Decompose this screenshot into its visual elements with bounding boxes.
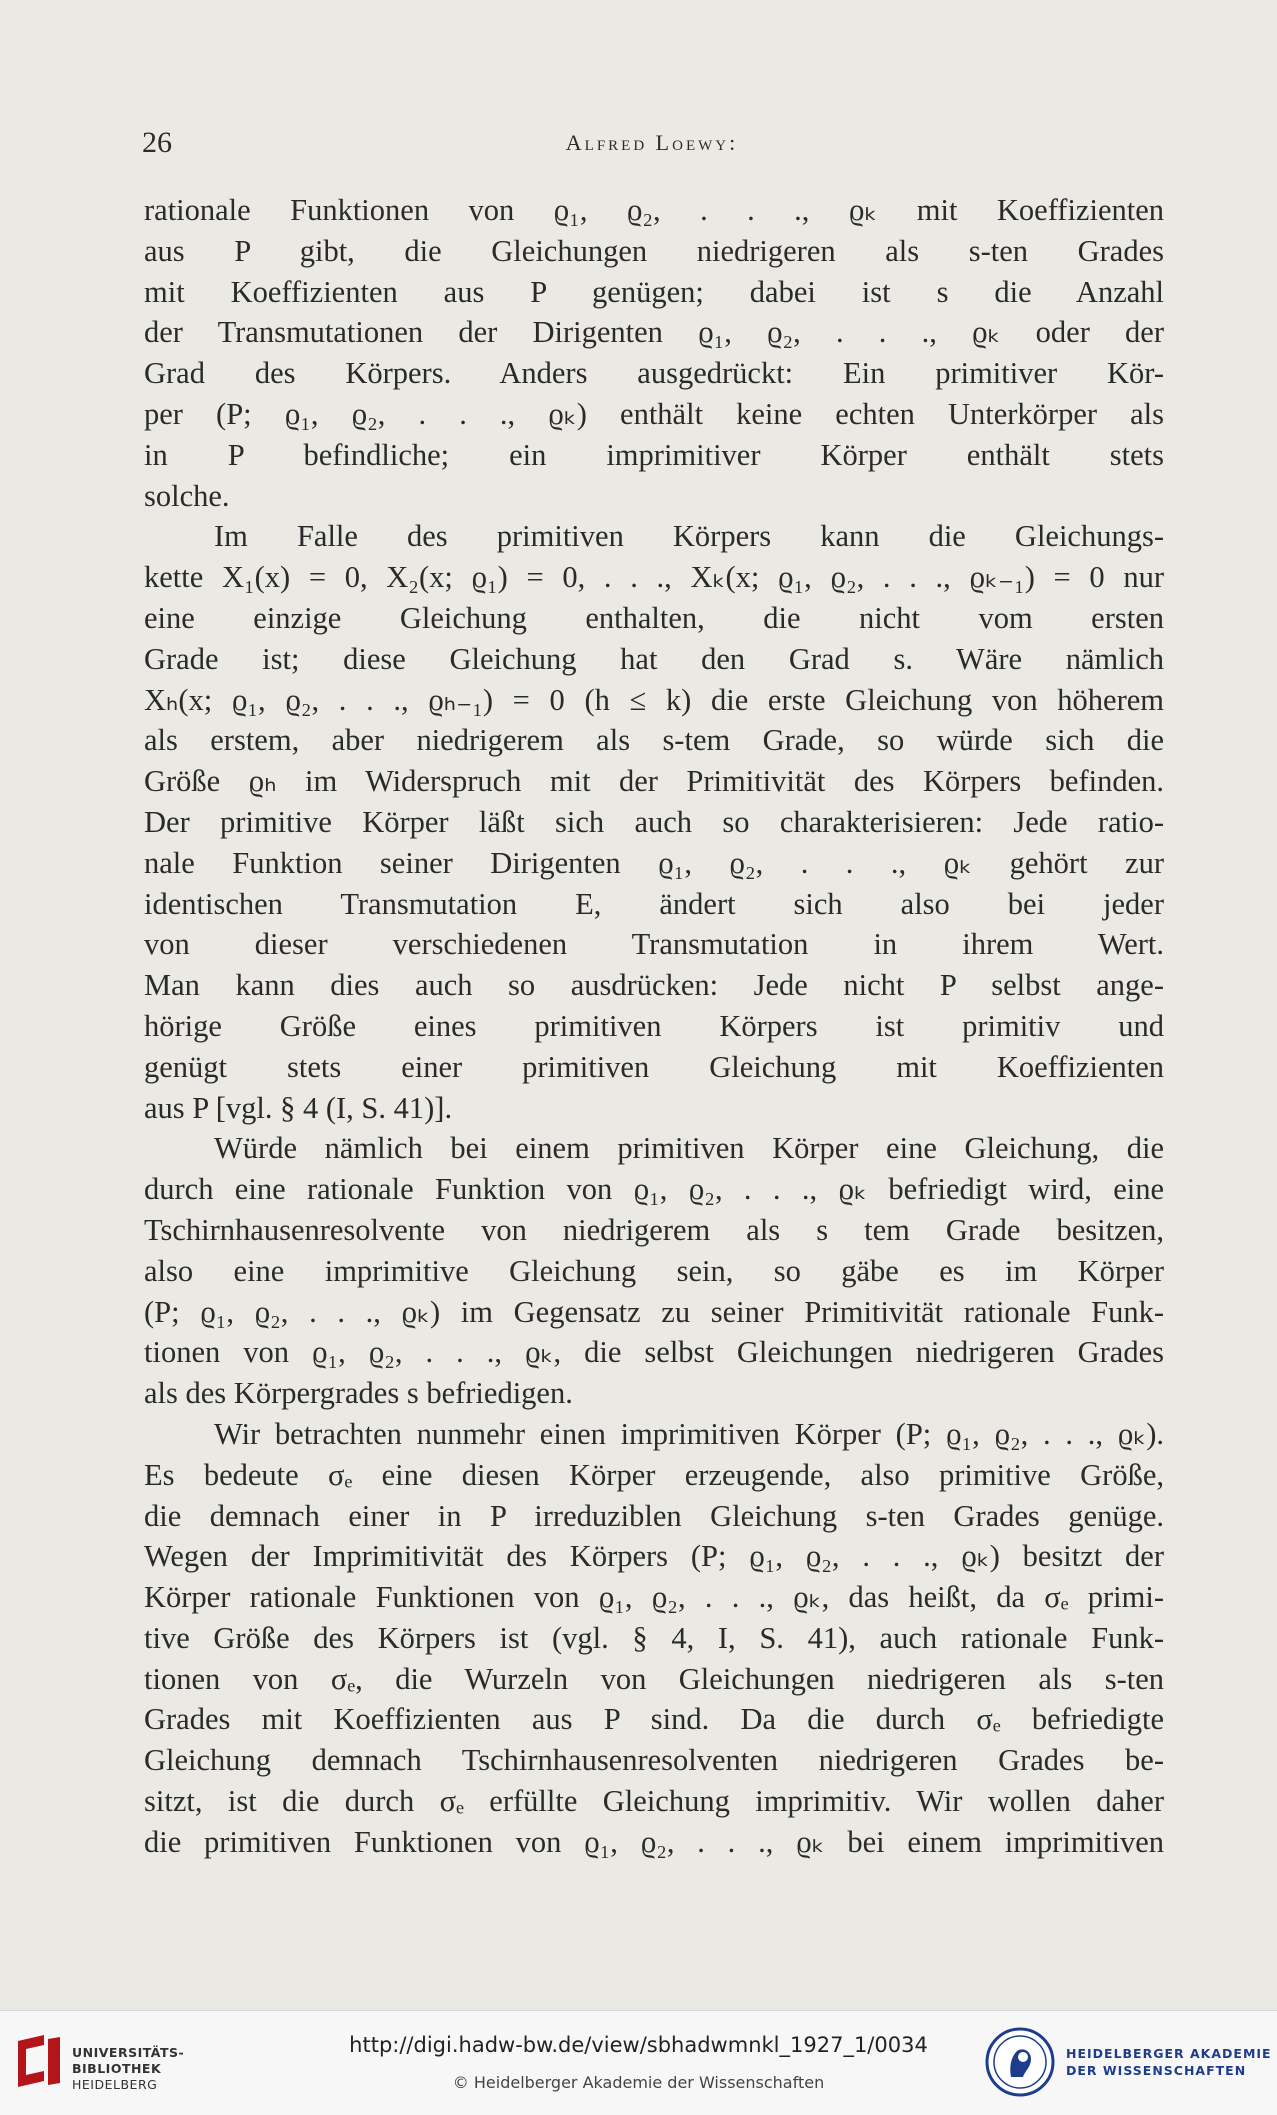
text-line: Es bedeute σₑ eine diesen Körper erzeugende, also primitive Größe,	[144, 1457, 1164, 1492]
text-line: identischen Transmutation E, ändert sich also bei jeder	[144, 886, 1164, 921]
text-line: genügt stets einer primitiven Gleichung mit Koeffizienten	[144, 1049, 1164, 1084]
text-line: tionen von σₑ, die Wurzeln von Gleichungen niedrigeren als s-ten	[144, 1661, 1164, 1696]
text-line: Wir betrachten nunmehr einen imprimitiven Körper (P; ϱ₁, ϱ₂, . . ., ϱₖ).	[214, 1416, 1164, 1451]
text-line: mit Koeffizienten aus P genügen; dabei ist s die Anzahl	[144, 274, 1164, 309]
text-line: Tschirnhausenresolvente von niedrigerem als s tem Grade besitzen,	[144, 1212, 1164, 1247]
text-line: als erstem, aber niedrigerem als s-tem Grade, so würde sich die	[144, 723, 1164, 758]
text-line: Grade ist; diese Gleichung hat den Grad s. Wäre nämlich	[144, 641, 1164, 676]
text-line: per (P; ϱ₁, ϱ₂, . . ., ϱₖ) enthält keine echten Unterkörper als	[144, 396, 1164, 431]
text-line: durch eine rationale Funktion von ϱ₁, ϱ₂, . . ., ϱₖ befriedigt wird, eine	[144, 1172, 1164, 1207]
text-line: Gleichung demnach Tschirnhausenresolventen niedrigeren Grades be-	[144, 1743, 1164, 1778]
text-line: die primitiven Funktionen von ϱ₁, ϱ₂, . . ., ϱₖ bei einem imprimitiven	[144, 1824, 1164, 1859]
permalink-url[interactable]: http://digi.hadw-bw.de/view/sbhadwmnkl_1927_1/0034	[349, 2033, 928, 2057]
body-text	[144, 190, 1164, 1863]
text-line: (P; ϱ₁, ϱ₂, . . ., ϱₖ) im Gegensatz zu seiner Primitivität rationale Funk-	[144, 1294, 1164, 1329]
text-line: kette X₁(x) = 0, X₂(x; ϱ₁) = 0, . . ., Xₖ(x; ϱ₁, ϱ₂, . . ., ϱₖ₋₁) = 0 nur	[144, 560, 1164, 595]
copyright-notice: © Heidelberger Akademie der Wissenschaften	[452, 2073, 825, 2092]
text-line: von dieser verschiedenen Transmutation in ihrem Wert.	[144, 927, 1164, 962]
university-library-name: UNIVERSITÄTS- BIBLIOTHEK HEIDELBERG	[72, 2045, 185, 2092]
text-line: tive Größe des Körpers ist (vgl. § 4, I, S. 41), auch rationale Funk-	[144, 1620, 1164, 1655]
text-line: Grades mit Koeffizienten aus P sind. Da die durch σₑ befriedigte	[144, 1702, 1164, 1737]
text-line: aus P [vgl. § 4 (I, S. 41)].	[144, 1090, 453, 1125]
running-title: Alfred Loewy:	[565, 130, 739, 155]
viewer-footer	[0, 2010, 1277, 2115]
text-line: also eine imprimitive Gleichung sein, so gäbe es im Körper	[144, 1253, 1164, 1288]
page-header	[142, 126, 1162, 166]
text-line: Xₕ(x; ϱ₁, ϱ₂, . . ., ϱₕ₋₁) = 0 (h ≤ k) die erste Gleichung von höherem	[144, 682, 1164, 717]
text-line: Würde nämlich bei einem primitiven Körper eine Gleichung, die	[214, 1131, 1164, 1166]
text-line: Im Falle des primitiven Körpers kann die Gleichungs-	[214, 519, 1164, 554]
text-line: die demnach einer in P irreduziblen Gleichung s-ten Grades genüge.	[144, 1498, 1164, 1533]
text-line: Größe ϱₕ im Widerspruch mit der Primitivität des Körpers befinden.	[144, 764, 1164, 799]
text-line: rationale Funktionen von ϱ₁, ϱ₂, . . ., ϱₖ mit Koeffizienten	[144, 193, 1164, 227]
text-line: aus P gibt, die Gleichungen niedrigeren als s-ten Grades	[144, 233, 1164, 268]
page-number: 26	[142, 126, 172, 159]
text-line: tionen von ϱ₁, ϱ₂, . . ., ϱₖ, die selbst Gleichungen niedrigeren Grades	[144, 1335, 1164, 1370]
text-line: nale Funktion seiner Dirigenten ϱ₁, ϱ₂, . . ., ϱₖ gehört zur	[144, 845, 1164, 880]
academy-name: HEIDELBERGER AKADEMIE DER WISSENSCHAFTEN	[1066, 2046, 1272, 2078]
text-line: hörige Größe eines primitiven Körpers ist primitiv und	[144, 1008, 1164, 1043]
text-line: der Transmutationen der Dirigenten ϱ₁, ϱ₂, . . ., ϱₖ oder der	[144, 315, 1164, 350]
text-line: Wegen der Imprimitivität des Körpers (P; ϱ₁, ϱ₂, . . ., ϱₖ) besitzt der	[144, 1539, 1164, 1574]
text-line: Der primitive Körper läßt sich auch so charakterisieren: Jede ratio-	[144, 804, 1164, 839]
text-line: sitzt, ist die durch σₑ erfüllte Gleichung imprimitiv. Wir wollen daher	[144, 1784, 1164, 1819]
text-line: Man kann dies auch so ausdrücken: Jede nicht P selbst ange-	[144, 968, 1164, 1003]
text-line: als des Körpergrades s befriedigen.	[144, 1376, 573, 1411]
text-line: in P befindliche; ein imprimitiver Körper enthält stets	[144, 437, 1164, 472]
text-line: Körper rationale Funktionen von ϱ₁, ϱ₂, . . ., ϱₖ, das heißt, da σₑ primi-	[144, 1580, 1164, 1615]
text-line: solche.	[144, 478, 230, 513]
academy-seal-icon[interactable]	[985, 2027, 1055, 2097]
text-line: Grad des Körpers. Anders ausgedrückt: Ein primitiver Kör-	[144, 356, 1164, 391]
text-line: eine einzige Gleichung enthalten, die nicht vom ersten	[144, 600, 1164, 635]
